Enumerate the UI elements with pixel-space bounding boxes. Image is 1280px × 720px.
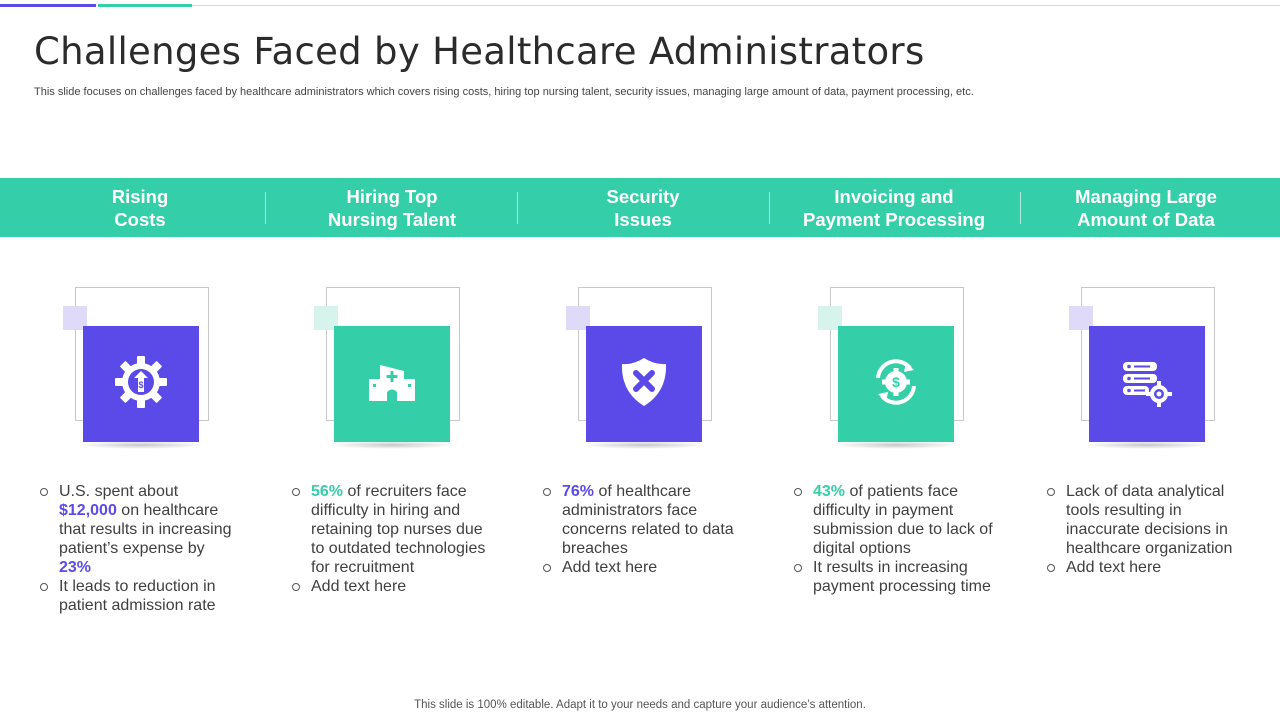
- svg-text:$: $: [138, 379, 144, 390]
- card-shadow: [580, 441, 708, 449]
- page-subtitle: This slide focuses on challenges faced by healthcare administrators which covers rising costs, hiring top nursing talent, security issues, managing large amount of data, payment processing, etc.: [34, 86, 974, 98]
- list-item: Add text here: [291, 577, 496, 596]
- icon-card-managing-data: [1069, 287, 1229, 452]
- card-shadow: [832, 441, 960, 449]
- icon-card-hiring-talent: [314, 287, 474, 452]
- highlight-value: $12,000: [59, 502, 117, 519]
- list-item: 76% of healthcare administrators face concerns related to data breaches: [542, 482, 752, 558]
- column-heading-managing-data: Managing Large Amount of Data: [1075, 185, 1217, 230]
- list-item: Add text here: [1046, 558, 1246, 577]
- accent-line-purple: [0, 4, 96, 7]
- bullet-list-invoicing: [793, 482, 1003, 596]
- list-item: 43% of patients face difficulty in payment submission due to lack of digital options: [793, 482, 1003, 558]
- dollar-cycle-icon: [866, 354, 926, 415]
- list-item: Lack of data analytical tools resulting in inaccurate decisions in healthcare organization: [1046, 482, 1246, 558]
- highlight-value: 56%: [311, 483, 344, 500]
- list-item: 56% of recruiters face difficulty in hiring and retaining top nurses due to outdated technologies for recruitment: [291, 482, 496, 577]
- highlight-value: 76%: [562, 483, 595, 500]
- icon-card-security-issues: [566, 287, 726, 452]
- gear-dollar-icon: [113, 354, 169, 415]
- column-heading-rising-costs: Rising Costs: [111, 185, 169, 230]
- card-icon-tile: [586, 326, 702, 442]
- icon-card-rising-costs: [63, 287, 223, 452]
- bullet-list-rising-costs: [39, 482, 239, 615]
- card-icon-tile: [1089, 326, 1205, 442]
- card-shadow: [1083, 441, 1211, 449]
- card-shadow: [77, 441, 205, 449]
- list-item: U.S. spent about $12,000 on healthcare that results in increasing patient’s expense by 23%: [39, 482, 239, 577]
- icon-card-invoicing: [818, 287, 978, 452]
- column-heading-hiring-talent: Hiring Top Nursing Talent: [327, 185, 457, 230]
- column-heading-invoicing: Invoicing and Payment Processing: [803, 185, 985, 230]
- bullet-list-security-issues: [542, 482, 752, 577]
- footer-note: This slide is 100% editable. Adapt it to your needs and capture your audience’s attention.: [414, 699, 866, 711]
- server-gear-icon: [1119, 356, 1175, 413]
- card-icon-tile: [334, 326, 450, 442]
- list-item: It leads to reduction in patient admission rate: [39, 577, 239, 615]
- bullet-list-managing-data: [1046, 482, 1246, 577]
- accent-line-teal: [98, 4, 192, 7]
- page-title: Challenges Faced by Healthcare Administrators: [34, 30, 925, 73]
- list-item: Add text here: [542, 558, 752, 577]
- card-icon-tile: [838, 326, 954, 442]
- card-icon-tile: [83, 326, 199, 442]
- card-shadow: [328, 441, 456, 449]
- highlight-value: 43%: [813, 483, 846, 500]
- list-item: It results in increasing payment processing time: [793, 558, 1003, 596]
- highlight-value: 23%: [59, 559, 92, 576]
- bullet-list-hiring-talent: [291, 482, 496, 596]
- accent-line-gray: [192, 5, 1280, 6]
- column-header-band: [0, 178, 1280, 237]
- hospital-icon: [367, 357, 417, 412]
- svg-text:$: $: [892, 373, 900, 390]
- shield-x-icon: [619, 356, 669, 413]
- column-heading-security-issues: Security Issues: [606, 185, 680, 230]
